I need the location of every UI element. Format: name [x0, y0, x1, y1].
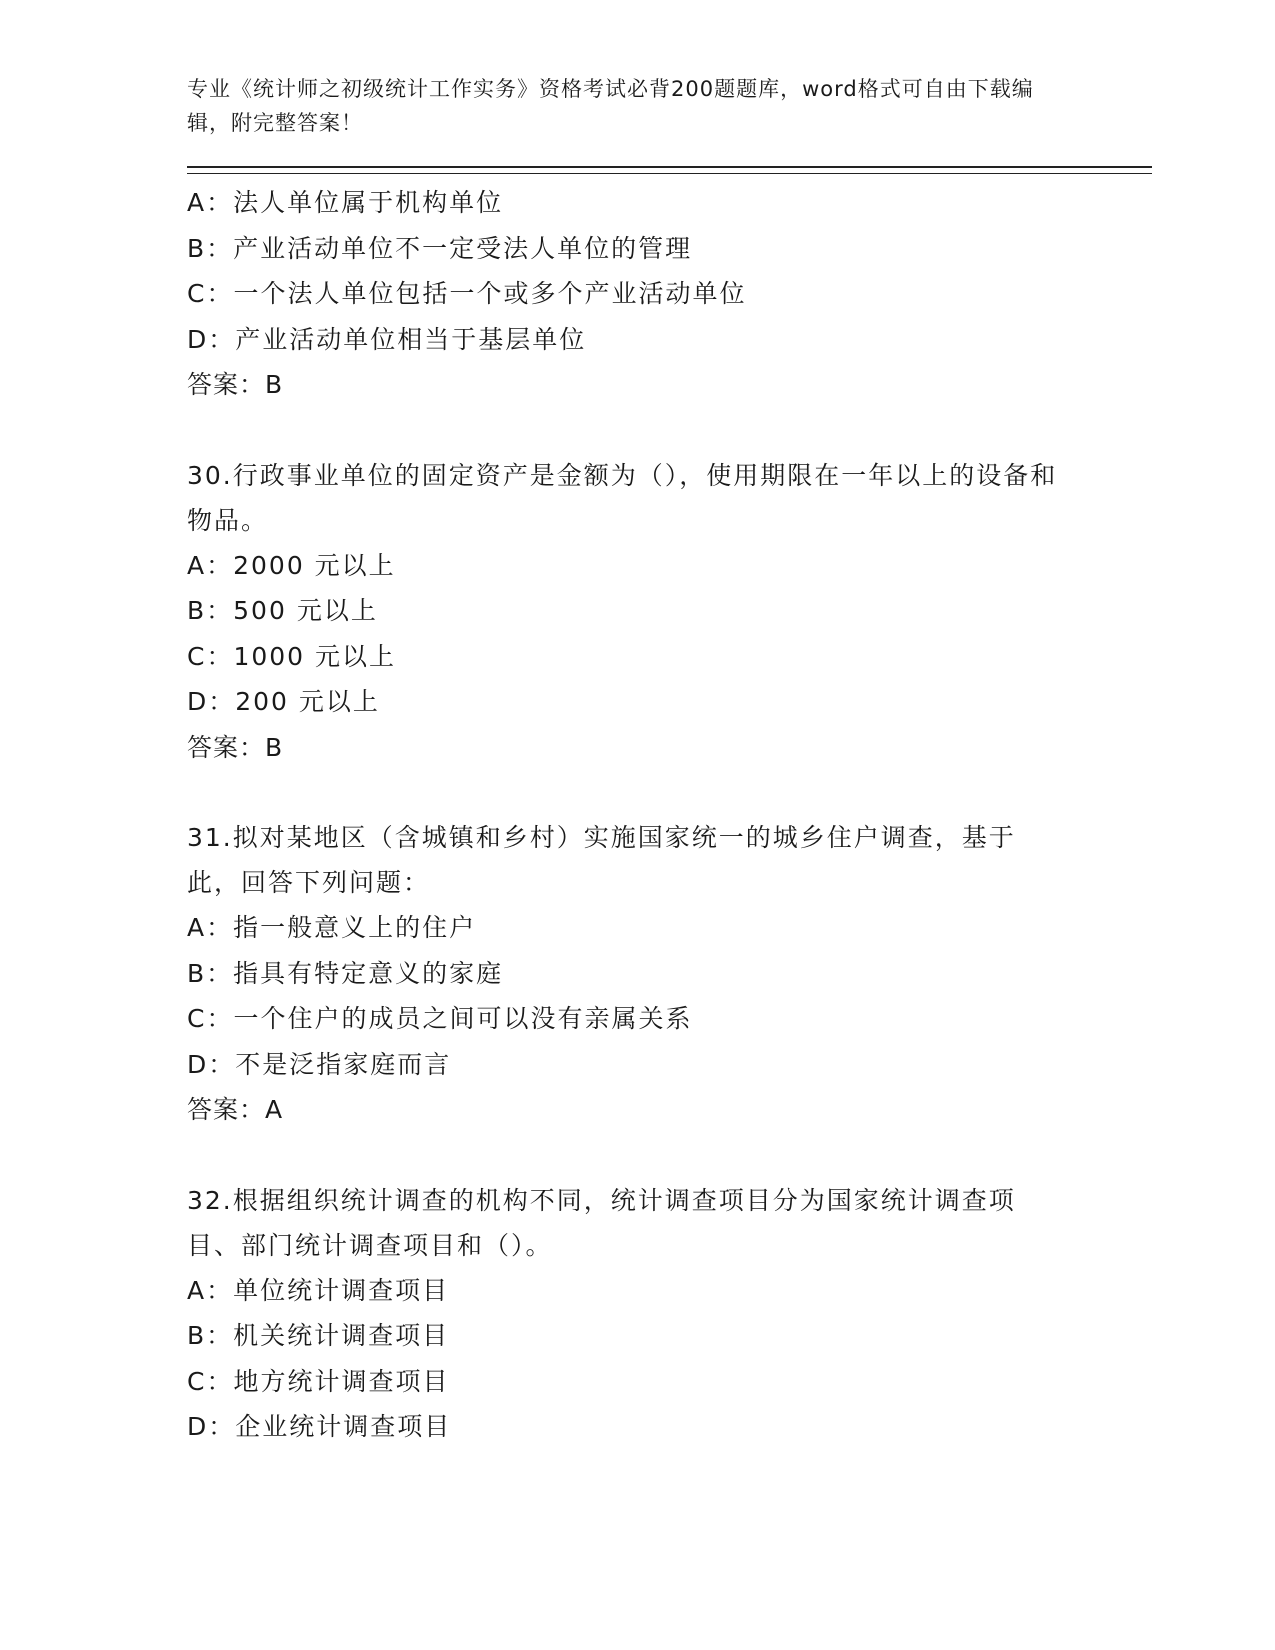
option-a: A：法人单位属于机构单位	[187, 188, 504, 217]
option-c: C：1000 元以上	[187, 641, 397, 671]
spacer	[187, 1133, 1152, 1178]
option-b: B：指具有特定意义的家庭	[187, 958, 504, 988]
option-d: D：不是泛指家庭而言	[187, 1049, 452, 1079]
answer-line: 答案：B	[187, 732, 284, 762]
document-header: 专业《统计师之初级统计工作实务》资格考试必背200题题库，word格式可自由下载编辑，附完整答案！	[187, 77, 1034, 135]
option-d: D：企业统计调查项目	[187, 1412, 452, 1441]
question-31	[187, 815, 1152, 1133]
answer-line: 答案：A	[187, 1095, 284, 1124]
option-a: A：指一般意义上的住户	[187, 913, 477, 942]
question-text: 31.拟对某地区（含城镇和乡村）实施国家统一的城乡住户调查，基于此，回答下列问题：	[187, 823, 1016, 897]
option-d: D：200 元以上	[187, 687, 380, 716]
document-page	[187, 72, 1152, 1450]
option-b: B：机关统计调查项目	[187, 1321, 450, 1350]
option-c: C：地方统计调查项目	[187, 1366, 450, 1396]
spacer	[187, 408, 1152, 453]
option-a: A：2000 元以上	[187, 550, 396, 580]
answer-line: 答案：B	[187, 370, 284, 399]
question-text: 30.行政事业单位的固定资产是金额为（），使用期限在一年以上的设备和物品。	[187, 460, 1058, 535]
option-c: C：一个住户的成员之间可以没有亲属关系	[187, 1004, 693, 1033]
question-text: 32.根据组织统计调查的机构不同，统计调查项目分为国家统计调查项目、部门统计调查项目和（）。	[187, 1185, 1016, 1260]
option-b: B：产业活动单位不一定受法人单位的管理	[187, 233, 693, 263]
option-c: C：一个法人单位包括一个或多个产业活动单位	[187, 279, 747, 308]
header-divider	[187, 166, 1152, 174]
question-29-continued	[187, 180, 1152, 408]
spacer	[187, 770, 1152, 815]
question-30	[187, 453, 1152, 771]
option-b: B：500 元以上	[187, 596, 378, 625]
option-a: A：单位统计调查项目	[187, 1275, 450, 1305]
question-32	[187, 1178, 1152, 1450]
option-d: D：产业活动单位相当于基层单位	[187, 324, 587, 354]
